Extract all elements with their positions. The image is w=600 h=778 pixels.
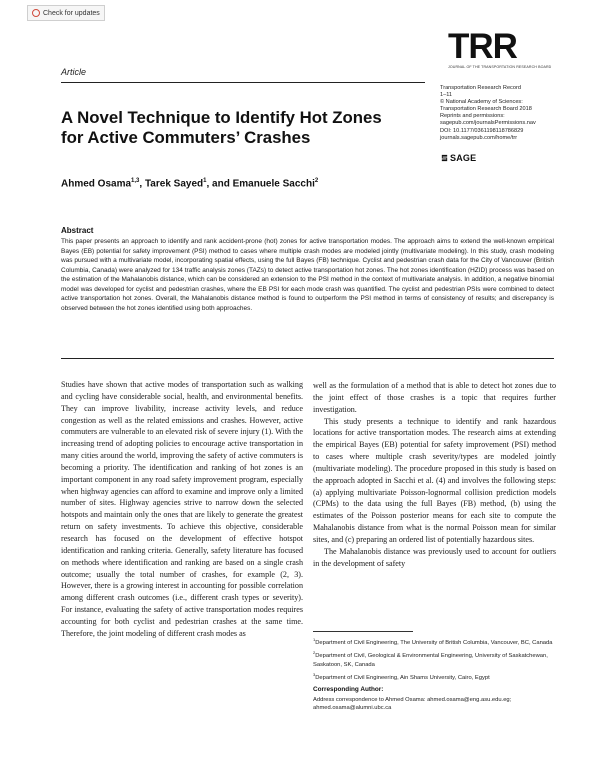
sage-icon: [440, 154, 449, 162]
affiliation-item: [313, 649, 556, 669]
affiliation-item: [313, 636, 556, 647]
affiliation-text: Department of Civil Engineering, Ain Shams University, Cairo, Egypt: [315, 674, 490, 681]
affiliation-marker: 1: [313, 637, 316, 642]
abstract-rule: [61, 358, 554, 359]
article-type-label: Article: [61, 67, 87, 77]
author-list: [61, 178, 318, 189]
pubinfo-journal: Transportation Research Record: [440, 85, 521, 91]
corresponding-author-text: Address correspondence to Ahmed Osama: ahmed.osama@eng.asu.edu.eg; ahmed.osama@alumni.ubc.ca: [313, 697, 512, 712]
footnote-rule: [313, 631, 413, 632]
pubinfo-journal-link[interactable]: journals.sagepub.com/home/trr: [440, 134, 518, 141]
body-paragraph: Studies have shown that active modes of transportation such as walking and cycling have considerable social, health, and environmental benefits. They can improve livability, increase activity levels, and reduce congestion as well as the related emissions and crashes. However, active commuters are vulnerable to an elevated risk of severe injury (1). With the increasing trend of adopting policies to encourage active transportation in many cities around the world, improving the safety of active commuters is becoming a priority. The identification and ranking of hot zones is an important component in any road safety improvement program, especially when highway agencies can afford to examine and improve only a limited number of sites. Highway agencies strive to narrow down the selected hotspots and maintain only the ones that are likely to generate the greatest return on safety investments. To achieve this objective, considerable research has focused on the development of effective hotspot identification and ranking criteria. Generally, safety literature has focused on methods where identification and ranking are based on a single crash outcome; usually the total number of crashes, for example (2, 3). However, there is a growing interest in accounting for possible correlation among different crash outcomes (i.e., different crash types or severity). For instance, evaluating the safety of active transportation modes requires accounting for both cyclist and pedestrian crashes at the same time. Therefore, the joint modeling of different crash modes as: [61, 380, 303, 638]
pubinfo-copyright: © National Academy of Sciences:: [440, 99, 523, 106]
author-name: Tarek Sayed: [144, 178, 204, 190]
abstract-text: This paper presents an approach to identify and rank accident-prone (hot) zones for active transportation modes. The approach aims to extend the well-known empirical Bayes (EB) potential for safety improvement (PSI) method to cases where multiple crash modes are modeled jointly (multivariate modeling). In this study, crash modeling was pursued with a multivariate model, incorporating spatial effects, using the full Bayes (FB) technique. Cyclist and pedestrian crash data for the City of Vancouver (British Columbia, Canada) were analyzed for 134 traffic analysis zones (TAZs) to detect active transportation hot zones. The hot zones identification (HZID) process was based on the estimation of the Mahalanobis distance, which can be considered an extension to the PSI method in the context of multivariate analysis. In addition, a negative binomial model was developed for cyclist and pedestrian crashes, where the EB PSI for each mode crash was quantified. The cyclist and pedestrian PSIs were combined to detect active transportation hot zones. Overall, the Mahalanobis distance method is found to outperform the PSI method in terms of consistency of results; and discrepancy is observed between the hot zones identified using both approaches.: [61, 238, 554, 312]
author-affiliation-marker: 2: [314, 178, 319, 184]
corresponding-author-heading: Corresponding Author:: [313, 686, 384, 693]
journal-logo-tagline: JOURNAL OF THE TRANSPORTATION RESEARCH BOARD: [448, 65, 552, 69]
publisher-name: SAGE: [450, 153, 477, 163]
author-separator: ,: [139, 178, 145, 190]
abstract-heading: Abstract: [61, 226, 94, 235]
body-paragraph: The Mahalanobis distance was previously used to account for outliers in the development of safety: [313, 546, 556, 568]
body-column-left: [61, 379, 303, 640]
header-rule: [61, 82, 425, 83]
affiliation-item: [313, 671, 556, 682]
check-updates-icon: [32, 9, 40, 17]
author-affiliation-marker: 1: [203, 178, 207, 184]
affiliation-text: Department of Civil Engineering, The University of British Columbia, Vancouver, BC, Canada: [315, 639, 553, 646]
pubinfo-doi[interactable]: DOI: 10.1177/0361198118786829: [440, 127, 524, 134]
affiliations: [313, 636, 556, 684]
pubinfo-reprints: Reprints and permissions:: [440, 113, 505, 120]
author-name: Emanuele Sacchi: [232, 178, 315, 190]
pubinfo-board: Transportation Research Board 2018: [440, 106, 532, 113]
affiliation-marker: 2: [313, 650, 316, 656]
publication-info: [440, 85, 570, 142]
body-paragraph: This study presents a technique to identify and rank hazardous locations for active transportation modes. The research aims at extending the empirical Bayes (EB) potential for safety improvement (PSI) method to cases where multiple crash severity/types are modeled jointly (multivariate modeling). The procedure proposed in this study is based on the approach adopted in Sacchi et al. (4) and involves the following steps: (a) applying multivariate Poisson-lognormal collision prediction models (CPMs) to the data using the full Bayes (FB) method, (b) using the estimates of the Poisson posterior means for each site to compute the Mahalanobis distance from what is the normal Poisson mean for similar sites, and (c) preparing an ordered list of potentially hazardous sites.: [313, 416, 556, 544]
affiliation-text: Department of Civil, Geological & Environmental Engineering, University of Saskatchewan, Saskatoon, SK, Canada: [313, 653, 548, 668]
author-separator: , and: [206, 178, 233, 190]
pubinfo-permissions-link[interactable]: sagepub.com/journalsPermissions.nav: [440, 120, 536, 127]
check-for-updates-label: Check for updates: [43, 9, 100, 17]
author-name: Ahmed Osama: [61, 178, 132, 190]
publisher-logo: [440, 153, 476, 163]
check-for-updates-badge[interactable]: [27, 5, 105, 21]
pubinfo-pages: 1–11: [440, 92, 453, 99]
journal-logo-text: TRR: [448, 27, 517, 66]
body-paragraph: well as the formulation of a method that is able to detect hot zones due to the joint effect of those crashes is a topic that requires further investigation.: [313, 381, 556, 414]
affiliation-marker: 3: [313, 672, 316, 678]
author-affiliation-marker: 1,3: [131, 178, 140, 184]
body-column-right: [313, 380, 556, 570]
journal-logo: [448, 27, 552, 69]
paper-title: A Novel Technique to Identify Hot Zones for Active Commuters’ Crashes: [61, 108, 382, 147]
